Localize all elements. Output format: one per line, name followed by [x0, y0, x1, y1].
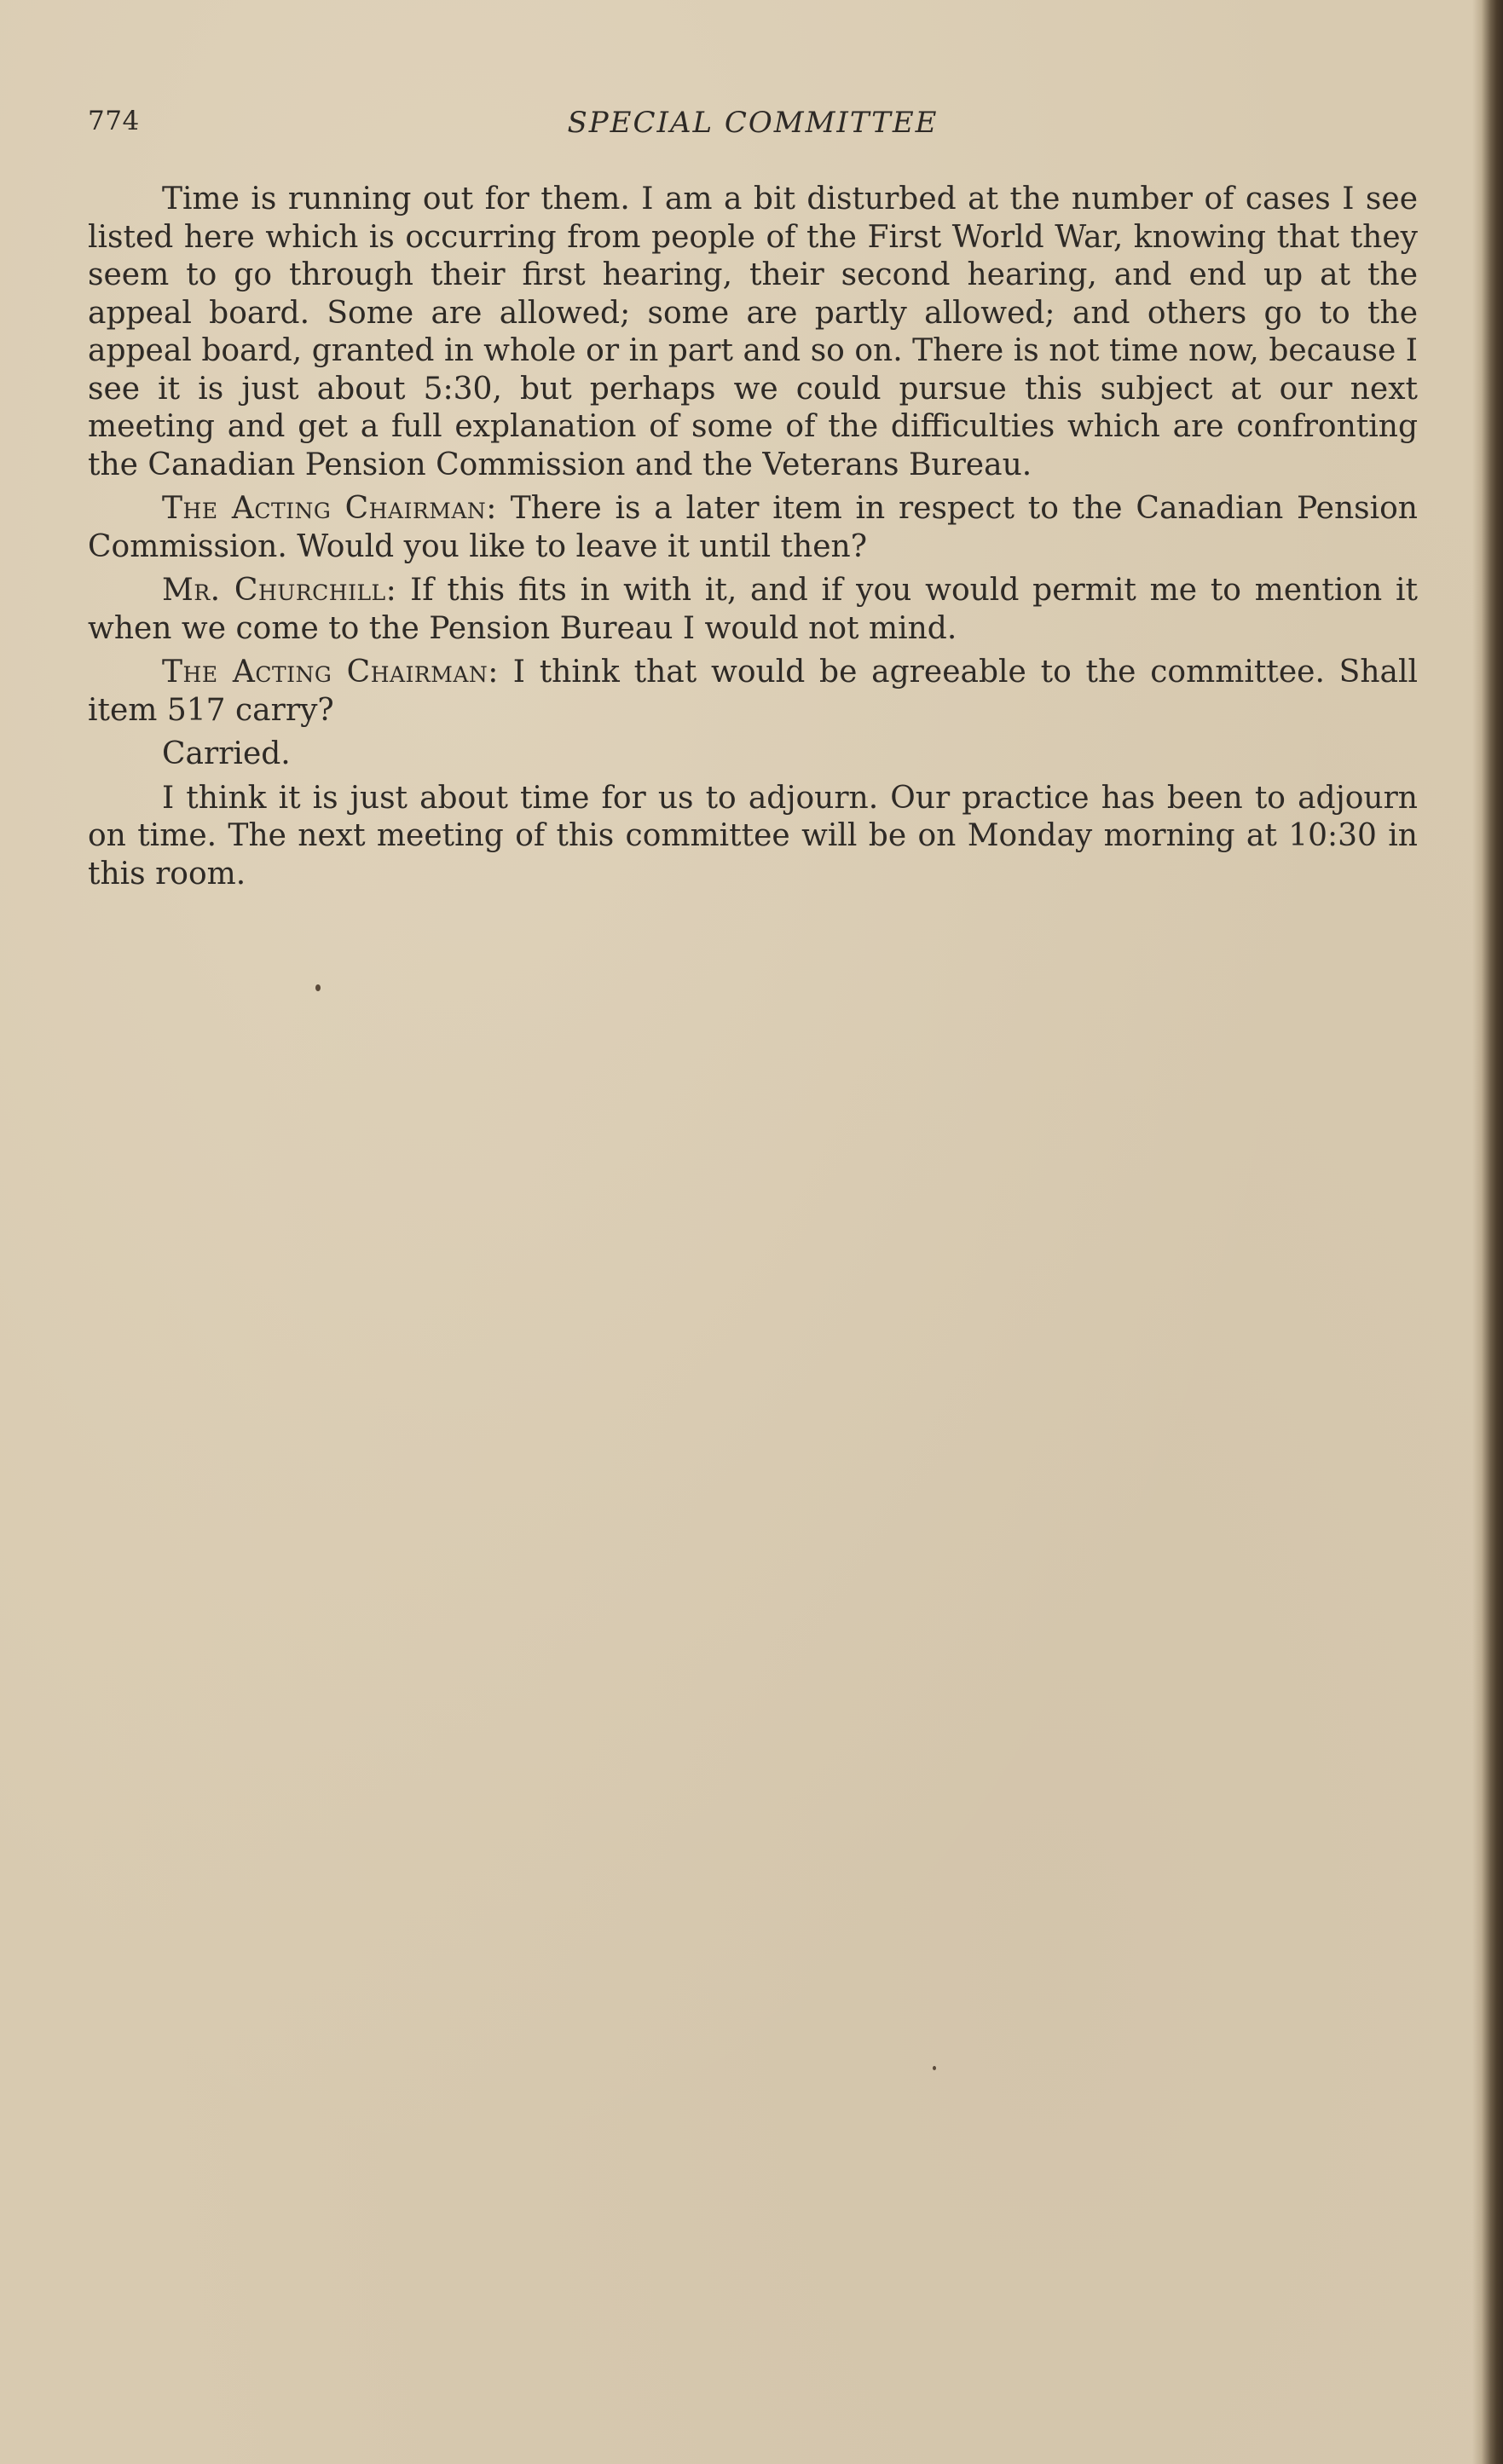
paragraph-2-text: There is a later item in respect to the Canadian Pension Commission. Would you like to leave it until then? [88, 491, 1418, 564]
body-text [88, 181, 1418, 899]
paragraph-3 [88, 572, 1418, 648]
paragraph-5 [88, 736, 1418, 774]
speaker-label: Mr. Churchill: [162, 573, 397, 608]
paragraph-4 [88, 654, 1418, 730]
paragraph-4-text: I think that would be agreeable to the committee. Shall item 517 carry? [88, 655, 1419, 728]
page-number: 774 [88, 106, 140, 136]
speaker-label: The Acting Chairman: [162, 655, 499, 690]
binding-edge [1472, 0, 1503, 2464]
paragraph-6-text: I think it is just about time for us to adjourn. Our practice has been to adjourn on time. The next meeting of this committee will be on Monday morning at 10:30 in this room. [88, 780, 1418, 892]
paragraph-5-text: Carried. [162, 736, 291, 771]
paragraph-1-text: Time is running out for them. I am a bit disturbed at the number of cases I see listed here which is occurring from people of the First World War, knowing that they seem to go through their first hearing, their second hearing, and end up at the appeal board. Some are allowed; some are partly allowed; and others go to the appeal board, granted in whole or in part and so on. There is not time now, because I see it is just about 5:30, but perhaps we could pursue this subject at our next meeting and get a full explanation of some of the difficulties which are confronting the Canadian Pension Commission and the Veterans Bureau. [88, 182, 1418, 482]
paper-speck [315, 984, 321, 991]
paragraph-1 [88, 181, 1418, 484]
paragraph-3-text: If this fits in with it, and if you would permit me to mention it when we come to the Pension Bureau I would not mind. [88, 573, 1418, 646]
paper-speck [933, 2066, 936, 2070]
paragraph-6 [88, 780, 1418, 894]
paragraph-2 [88, 490, 1418, 566]
speaker-label: The Acting Chairman: [162, 491, 497, 526]
running-head [88, 106, 1418, 145]
running-title: SPECIAL COMMITTEE [567, 106, 939, 140]
